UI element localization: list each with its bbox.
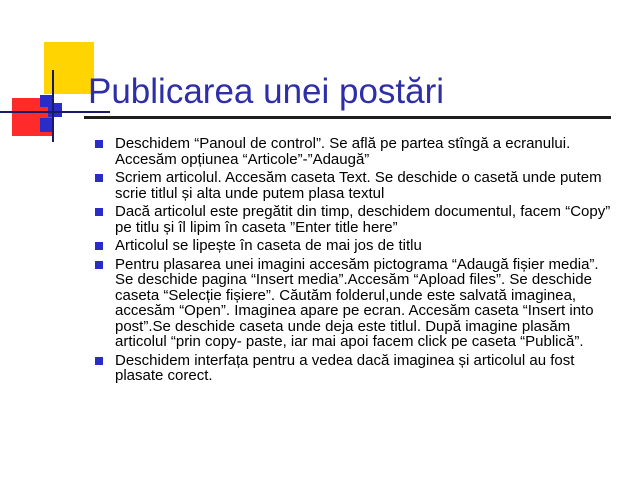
bullet-text: Pentru plasarea unei imagini accesăm pictograma “Adaugă fișier media”. Se deschide pagina “Insert media”.Accesăm “Apload files”. Se deschide caseta “Selecție fișiere”. Căutăm folderul,unde este salvată imaginea, accesăm “Open”. Imaginea apare pe ecran. Accesăm caseta “Insert into post”.Se deschide caseta unde deja este titlul. După imagine plasăm articolul “prin copy- paste, iar mai apoi facem click pe caseta “Publică”. xyxy=(115,255,599,350)
bullet-item xyxy=(95,170,620,201)
bullet-item xyxy=(95,136,620,167)
bullet-item xyxy=(95,257,620,350)
bullet-text: Articolul se lipește în caseta de mai jos de titlu xyxy=(115,237,422,254)
square-bullet-icon xyxy=(95,357,103,365)
bullet-text: Scriem articolul. Accesăm caseta Text. Se deschide o casetă unde putem scrie titlul și alta unde putem plasa textul xyxy=(115,169,602,202)
decor-blue-square-bottom xyxy=(40,118,52,132)
bullet-text: Dacă articolul este pregătit din timp, deschidem documentul, facem “Copy” pe titlu și îl lipim în caseta ”Enter title here” xyxy=(115,203,611,236)
bullet-text: Deschidem “Panoul de control”. Se află pe partea stîngă a ecranului. Accesăm opțiunea “Articole”-”Adaugă” xyxy=(115,135,571,168)
bullet-text: Deschidem interfața pentru a vedea dacă imaginea și articolul au fost plasate corect. xyxy=(115,351,575,384)
square-bullet-icon xyxy=(95,140,103,148)
square-bullet-icon xyxy=(95,261,103,269)
bullet-item xyxy=(95,353,620,384)
slide-title: Publicarea unei postări xyxy=(88,72,445,111)
title-underline xyxy=(84,116,611,119)
square-bullet-icon xyxy=(95,174,103,182)
decor-blue-square-middle xyxy=(48,103,62,117)
bullet-item xyxy=(95,238,620,254)
square-bullet-icon xyxy=(95,208,103,216)
bullet-item xyxy=(95,204,620,235)
decor-vertical-line xyxy=(52,70,54,142)
bullet-list xyxy=(95,136,620,387)
square-bullet-icon xyxy=(95,242,103,250)
